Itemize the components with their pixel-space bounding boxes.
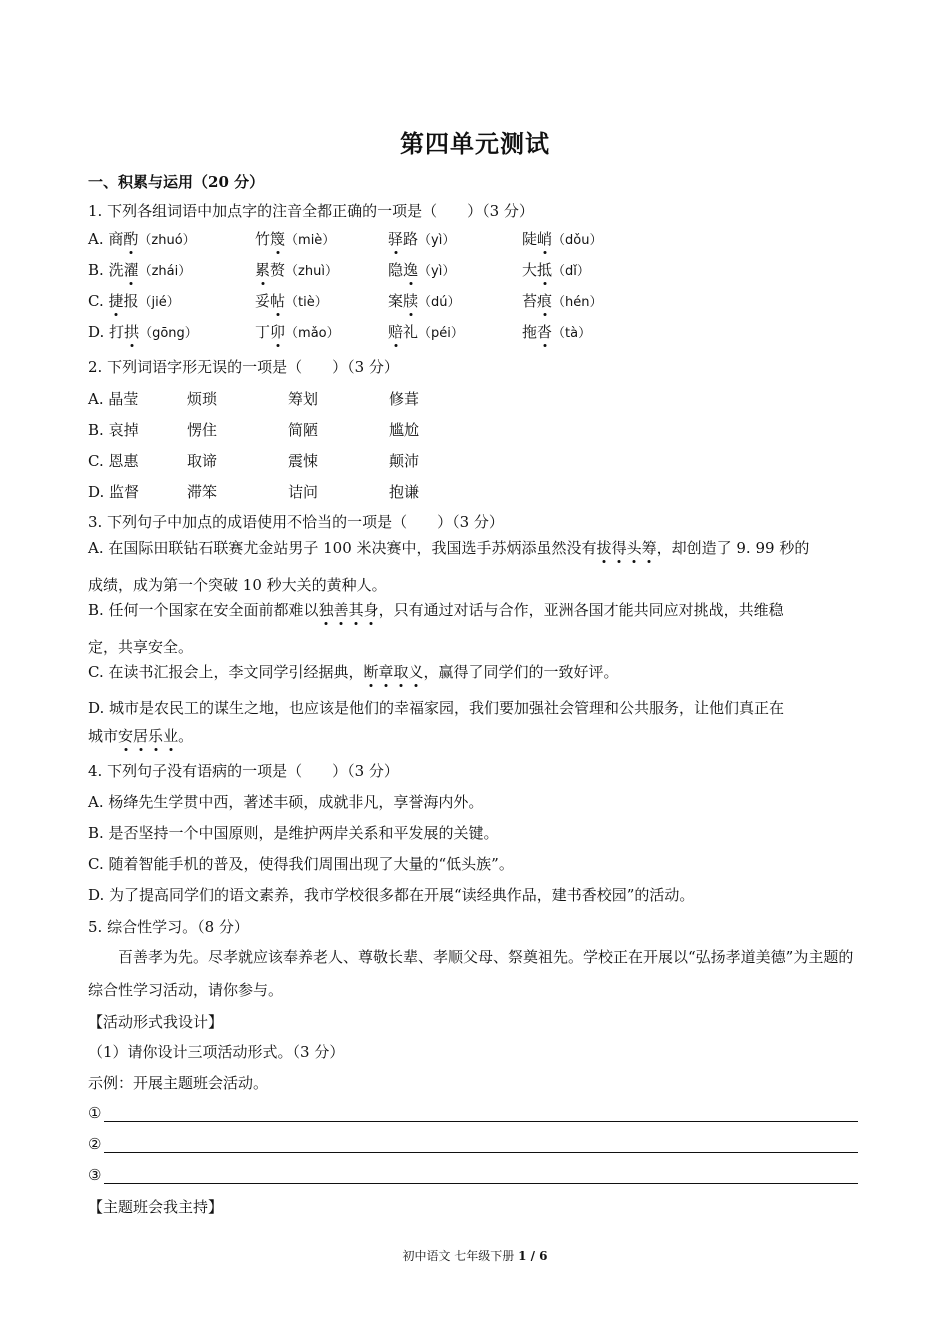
dotted-char: 濯 bbox=[123, 261, 139, 279]
pinyin: （yì） bbox=[418, 233, 456, 248]
word-part: 洗 bbox=[108, 261, 124, 279]
pinyin: （dú） bbox=[418, 295, 461, 310]
dotted-char: 业 bbox=[163, 727, 179, 745]
word-part: 打 bbox=[109, 323, 125, 341]
question-4-option-c: C. 随着智能手机的普及，使得我们周围出现了大量的“低头族”。 bbox=[88, 855, 514, 873]
option-word bbox=[88, 481, 139, 502]
option-item bbox=[255, 321, 340, 342]
question-1-stem: 1. 下列各组词语中加点字的注音全都正确的一项是（ ）（3 分） bbox=[88, 202, 534, 220]
dotted-char: 卯 bbox=[270, 323, 286, 341]
option-item bbox=[88, 290, 180, 311]
question-1-option-row bbox=[88, 321, 868, 343]
option-text: ，赢得了同学们的一致好评。 bbox=[423, 663, 619, 681]
question-5-stem: 5. 综合性学习。（8 分） bbox=[88, 918, 249, 936]
answer-blank-1[interactable] bbox=[88, 1104, 858, 1124]
pinyin: （yì） bbox=[418, 264, 456, 279]
dotted-char: 峭 bbox=[537, 230, 553, 248]
answer-underline bbox=[104, 1152, 858, 1153]
option-word bbox=[187, 481, 217, 502]
question-3-option-b-cont: 定，共享安全。 bbox=[88, 638, 194, 656]
option-word bbox=[389, 388, 419, 409]
word: 抱谦 bbox=[389, 483, 420, 501]
blank-number: ③ bbox=[88, 1166, 102, 1184]
page-number: 1 / 6 bbox=[518, 1249, 548, 1263]
dotted-char: 得 bbox=[611, 539, 627, 557]
word: 晶莹 bbox=[108, 390, 139, 408]
option-text: A. 在国际田联钻石联赛尤金站男子 100 米决赛中，我国选手苏炳添虽然没有 bbox=[88, 539, 597, 557]
option-item bbox=[88, 259, 191, 280]
answer-blank-3[interactable] bbox=[88, 1166, 858, 1186]
dotted-char: 身 bbox=[363, 601, 379, 619]
option-word bbox=[288, 419, 318, 440]
option-word bbox=[187, 450, 217, 471]
dotted-char: 拱 bbox=[124, 323, 140, 341]
word: 取谛 bbox=[187, 452, 218, 470]
dotted-idiom bbox=[319, 601, 379, 619]
option-word bbox=[187, 419, 217, 440]
dotted-char: 驿 bbox=[388, 230, 404, 248]
pinyin: （dǒu） bbox=[552, 233, 603, 248]
blank-number: ① bbox=[88, 1104, 102, 1122]
dotted-char: 章 bbox=[378, 663, 394, 681]
option-label: C. bbox=[88, 452, 109, 470]
subquestion-1: （1）请你设计三项活动形式。（3 分） bbox=[88, 1043, 345, 1061]
option-label: B. bbox=[88, 261, 109, 279]
option-word bbox=[389, 450, 419, 471]
option-item bbox=[88, 321, 198, 342]
dotted-char: 逸 bbox=[403, 261, 419, 279]
word: 简陋 bbox=[288, 421, 319, 439]
question-4-stem: 4. 下列句子没有语病的一项是（ ）（3 分） bbox=[88, 762, 399, 780]
dotted-char: 独 bbox=[318, 601, 334, 619]
dotted-idiom bbox=[597, 539, 657, 557]
option-text: B. 任何一个国家在安全面前都难以 bbox=[88, 601, 319, 619]
question-3-option-c bbox=[88, 662, 619, 682]
question-4-option-b: B. 是否坚持一个中国原则，是维护两岸关系和平发展的关键。 bbox=[88, 824, 499, 842]
option-word bbox=[288, 388, 318, 409]
option-word bbox=[187, 388, 217, 409]
page-title: 第四单元测试 bbox=[400, 129, 550, 158]
option-item bbox=[388, 259, 455, 280]
activity-heading: 【活动形式我设计】 bbox=[88, 1013, 224, 1031]
pinyin: （tiè） bbox=[285, 295, 328, 310]
option-text: ，却创造了 9. 99 秒的 bbox=[656, 539, 810, 557]
question-2-option-row bbox=[88, 450, 868, 472]
dotted-char: 牍 bbox=[403, 292, 419, 310]
question-4-option-a: A. 杨绛先生学贯中西，著述丰硕，成就非凡，享誉海内外。 bbox=[88, 793, 484, 811]
question-1-option-row bbox=[88, 228, 868, 250]
option-word bbox=[88, 388, 138, 409]
word: 哀掉 bbox=[108, 421, 139, 439]
word: 尴尬 bbox=[389, 421, 420, 439]
dotted-char: 取 bbox=[393, 663, 409, 681]
dotted-char: 帖 bbox=[270, 292, 286, 310]
question-3-option-d: D. 城市是农民工的谋生之地，也应该是他们的幸福家园，我们要加强社会管理和公共服务，让他们真正在 bbox=[88, 699, 785, 717]
option-label: A. bbox=[88, 230, 109, 248]
dotted-char: 断 bbox=[363, 663, 379, 681]
word-part: 案 bbox=[388, 292, 404, 310]
pinyin: （péi） bbox=[418, 326, 464, 341]
word-part: 丁 bbox=[255, 323, 271, 341]
option-word bbox=[389, 419, 419, 440]
answer-underline bbox=[104, 1121, 858, 1122]
dotted-char: 其 bbox=[348, 601, 364, 619]
question-3-option-d-cont bbox=[88, 726, 193, 746]
word: 颠沛 bbox=[389, 452, 420, 470]
word: 震悚 bbox=[288, 452, 319, 470]
dotted-idiom bbox=[363, 663, 423, 681]
word-part: 竹 bbox=[255, 230, 271, 248]
option-item bbox=[255, 259, 338, 280]
pinyin: （miè） bbox=[285, 233, 336, 248]
option-word bbox=[88, 450, 139, 471]
page-footer bbox=[0, 1247, 950, 1264]
option-item bbox=[522, 228, 602, 249]
word-part: 苔 bbox=[522, 292, 538, 310]
option-item bbox=[522, 259, 590, 280]
dotted-char: 痕 bbox=[537, 292, 553, 310]
option-label: A. bbox=[88, 390, 109, 408]
option-item bbox=[388, 228, 455, 249]
pinyin: （zhuó） bbox=[138, 233, 196, 248]
host-heading: 【主题班会我主持】 bbox=[88, 1198, 224, 1216]
dotted-char: 抵 bbox=[537, 261, 553, 279]
pinyin: （dǐ） bbox=[552, 264, 590, 279]
dotted-char: 义 bbox=[408, 663, 424, 681]
dotted-char: 头 bbox=[626, 539, 642, 557]
word-part: 妥 bbox=[255, 292, 271, 310]
word-part: 隐 bbox=[388, 261, 404, 279]
dotted-char: 篾 bbox=[270, 230, 286, 248]
word-part: 路 bbox=[403, 230, 419, 248]
blank-number: ② bbox=[88, 1135, 102, 1153]
word-part: 大 bbox=[522, 261, 538, 279]
dotted-char: 捷 bbox=[108, 292, 124, 310]
option-text: ，只有通过对话与合作，亚洲各国才能共同应对挑战，共维稳 bbox=[378, 601, 784, 619]
question-3-option-b bbox=[88, 600, 784, 620]
option-text: C. 在读书汇报会上，李文同学引经据典， bbox=[88, 663, 364, 681]
question-2-stem: 2. 下列词语字形无误的一项是（ ）（3 分） bbox=[88, 358, 399, 376]
word-part: 报 bbox=[123, 292, 139, 310]
question-3-stem: 3. 下列句子中加点的成语使用不恰当的一项是（ ）（3 分） bbox=[88, 513, 504, 531]
dotted-char: 安 bbox=[118, 727, 134, 745]
option-label: C. bbox=[88, 292, 109, 310]
word: 诘问 bbox=[288, 483, 319, 501]
dotted-char: 乐 bbox=[148, 727, 164, 745]
pinyin: （gōng） bbox=[139, 326, 198, 341]
dotted-char: 赔 bbox=[388, 323, 404, 341]
word-part: 礼 bbox=[403, 323, 419, 341]
answer-underline bbox=[104, 1183, 858, 1184]
option-item bbox=[255, 290, 328, 311]
option-label: D. bbox=[88, 483, 110, 501]
dotted-char: 筹 bbox=[641, 539, 657, 557]
option-item bbox=[522, 321, 591, 342]
word-part: 拖 bbox=[522, 323, 538, 341]
question-3-option-a bbox=[88, 538, 809, 558]
word-part: 商 bbox=[108, 230, 124, 248]
footer-text: 初中语文 七年级下册 bbox=[402, 1249, 519, 1263]
question-1-option-row bbox=[88, 259, 868, 281]
pinyin: （tà） bbox=[552, 326, 592, 341]
question-4-option-d: D. 为了提高同学们的语文素养，我市学校很多都在开展“读经典作品，建书香校园”的活动。 bbox=[88, 886, 695, 904]
option-item bbox=[522, 290, 603, 311]
dotted-char: 居 bbox=[133, 727, 149, 745]
question-2-option-row bbox=[88, 419, 868, 441]
option-text: 。 bbox=[178, 727, 194, 745]
dotted-char: 累 bbox=[255, 261, 271, 279]
pinyin: （zhái） bbox=[138, 264, 192, 279]
option-word bbox=[288, 450, 318, 471]
word: 监督 bbox=[109, 483, 140, 501]
option-item bbox=[388, 321, 464, 342]
word: 修葺 bbox=[389, 390, 420, 408]
option-label: D. bbox=[88, 323, 110, 341]
option-item bbox=[388, 290, 461, 311]
dotted-idiom bbox=[118, 727, 178, 745]
word: 恩惠 bbox=[108, 452, 139, 470]
example-text: 示例：开展主题班会活动。 bbox=[88, 1074, 269, 1092]
word-part: 陡 bbox=[522, 230, 538, 248]
dotted-char: 酌 bbox=[123, 230, 139, 248]
pinyin: （jié） bbox=[138, 295, 180, 310]
word: 滞笨 bbox=[187, 483, 218, 501]
section-heading: 一、积累与运用（20 分） bbox=[88, 173, 265, 191]
option-item bbox=[88, 228, 196, 249]
question-3-option-a-cont: 成绩，成为第一个突破 10 秒大关的黄种人。 bbox=[88, 576, 387, 594]
option-text: 城市 bbox=[88, 727, 119, 745]
word-part: 赘 bbox=[270, 261, 286, 279]
pinyin: （zhuì） bbox=[285, 264, 338, 279]
option-word bbox=[88, 419, 139, 440]
option-label: B. bbox=[88, 421, 109, 439]
option-word bbox=[288, 481, 318, 502]
answer-blank-2[interactable] bbox=[88, 1135, 858, 1155]
question-2-option-row bbox=[88, 481, 868, 503]
option-item bbox=[255, 228, 335, 249]
option-word bbox=[389, 481, 419, 502]
question-2-option-row bbox=[88, 388, 868, 410]
pinyin: （hén） bbox=[552, 295, 603, 310]
question-5-intro: 百善孝为先。尽孝就应该奉养老人、尊敬长辈、孝顺父母、祭奠祖先。学校正在开展以“弘扬孝道美德”为主题的综合性学习活动，请你参与。 bbox=[88, 948, 854, 999]
word: 烦琐 bbox=[187, 390, 218, 408]
pinyin: （mǎo） bbox=[285, 326, 340, 341]
dotted-char: 善 bbox=[333, 601, 349, 619]
question-1-option-row bbox=[88, 290, 868, 312]
word: 愣住 bbox=[187, 421, 218, 439]
dotted-char: 沓 bbox=[537, 323, 553, 341]
dotted-char: 拔 bbox=[596, 539, 612, 557]
word: 筹划 bbox=[288, 390, 319, 408]
